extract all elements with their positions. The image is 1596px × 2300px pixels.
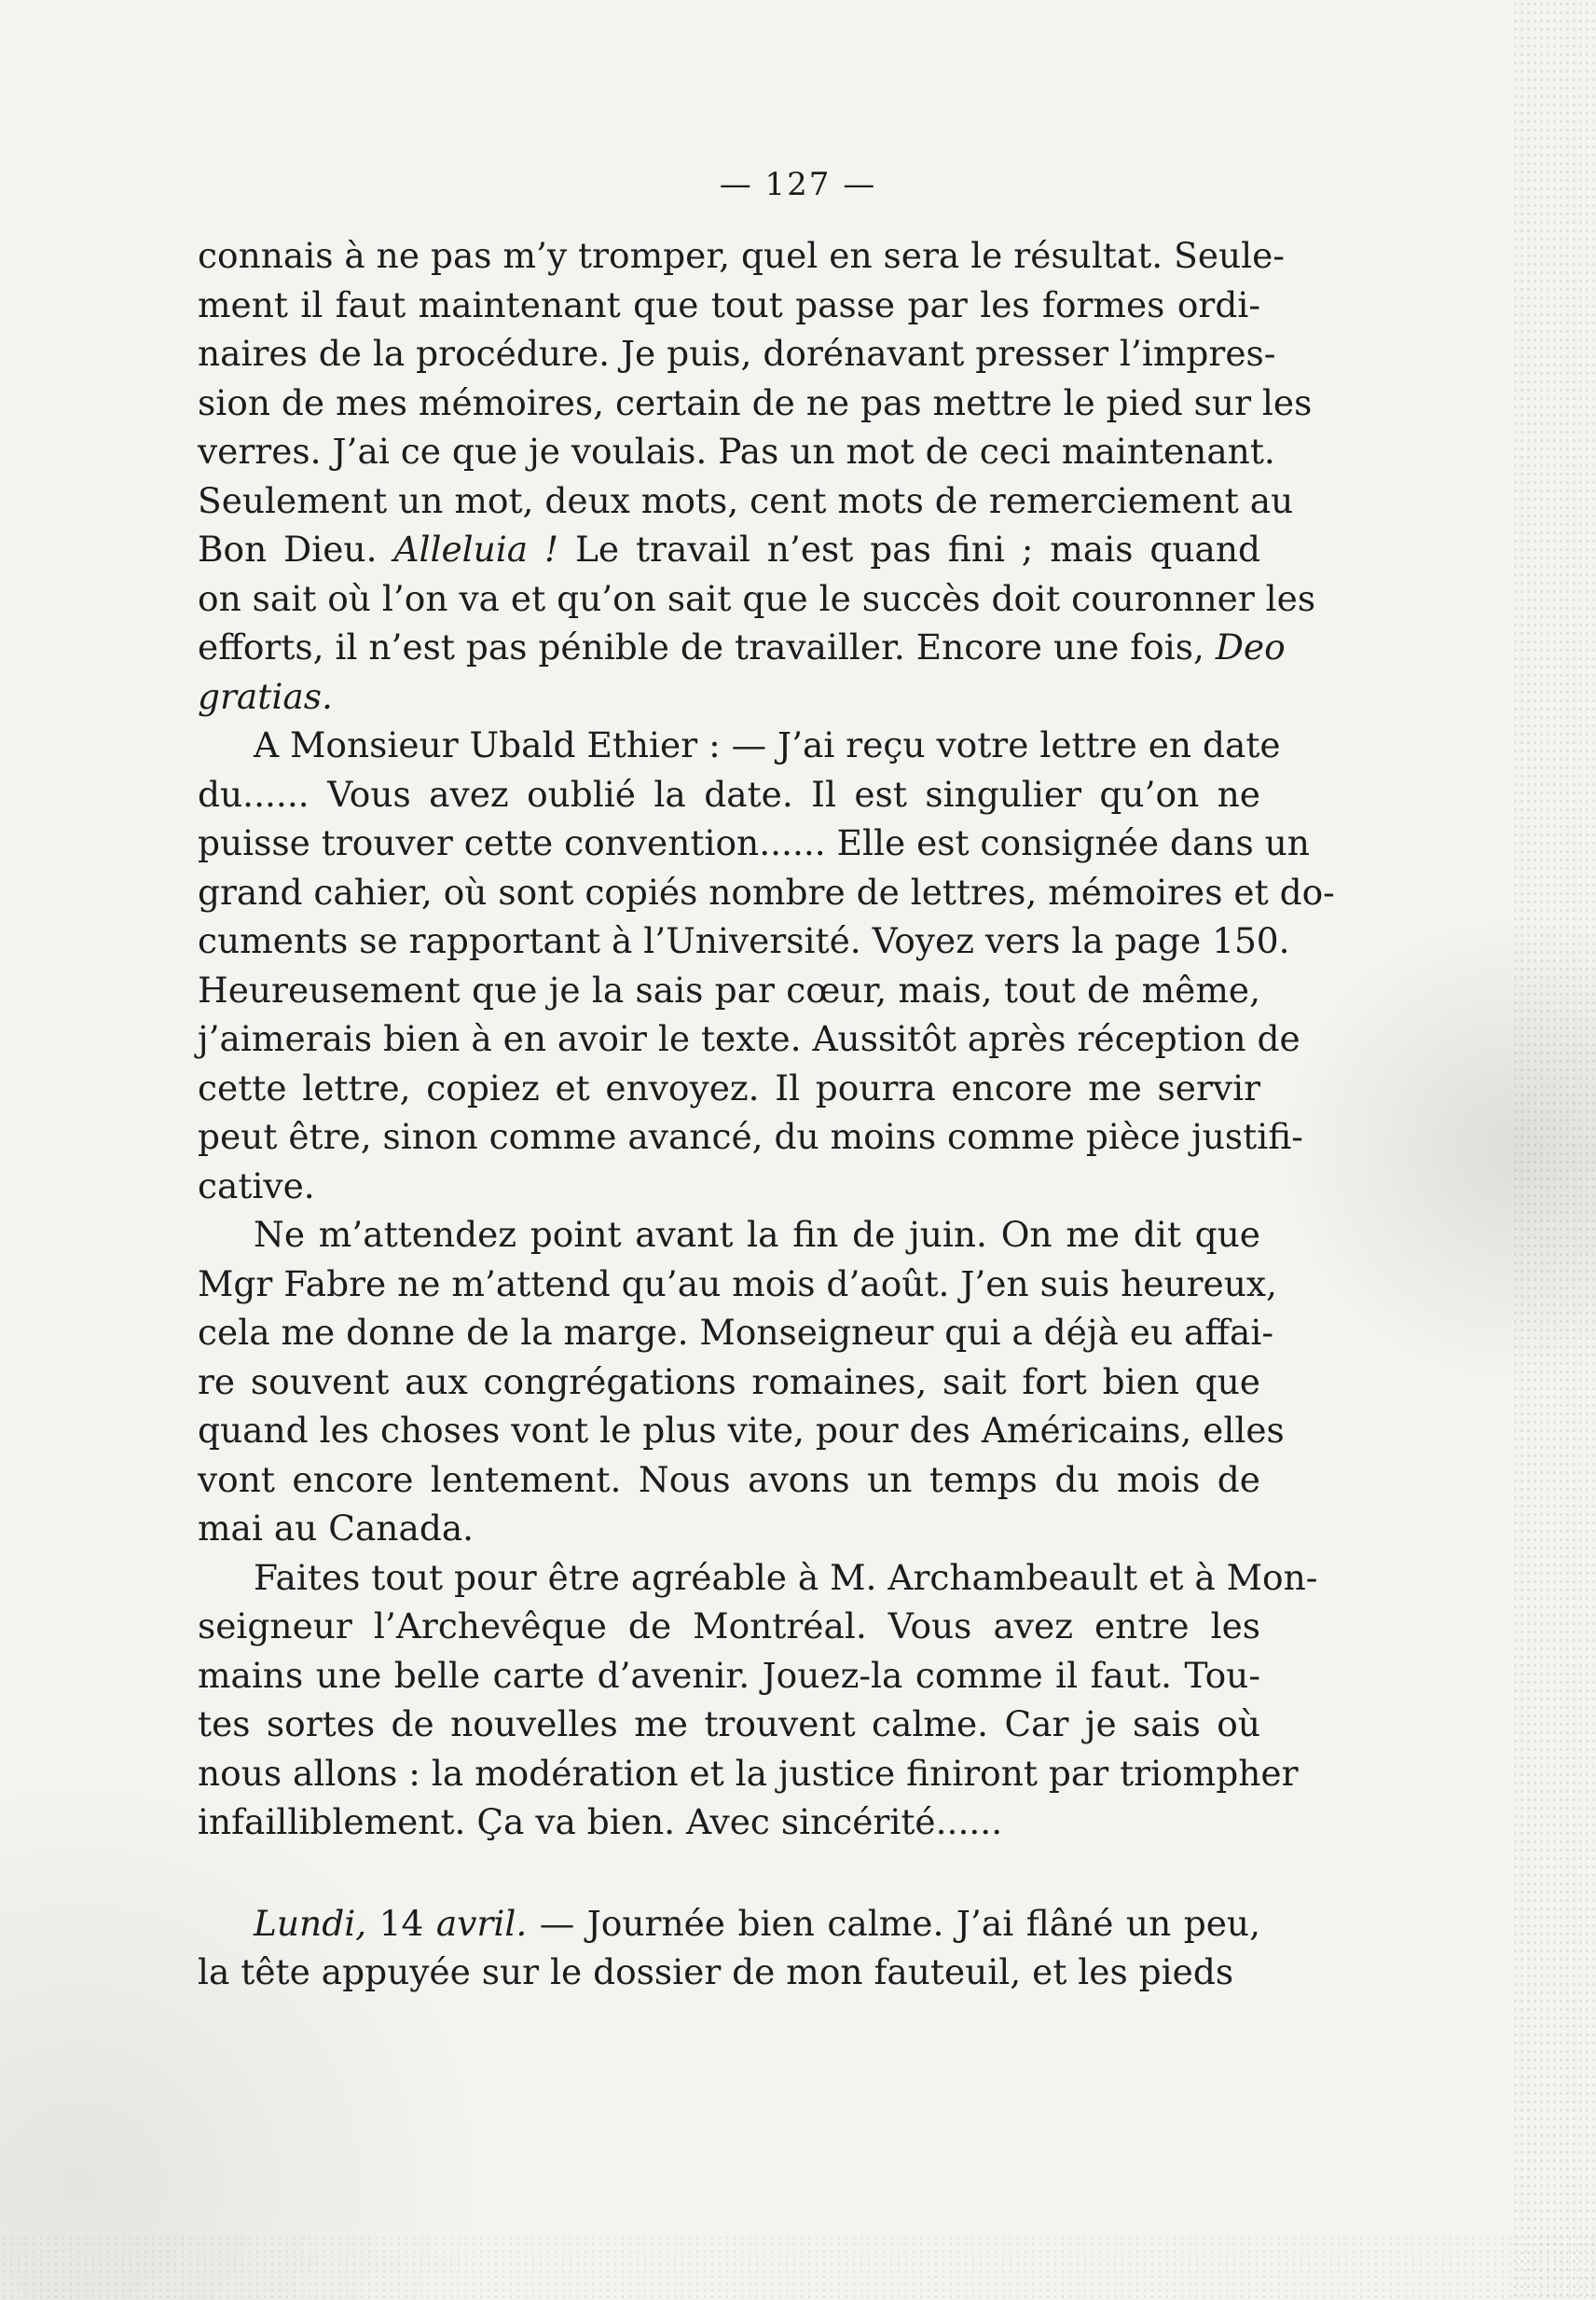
italic-text: Deo bbox=[1215, 627, 1286, 668]
text-line: A Monsieur Ubald Ethier : — J’ai reçu votre lettre en date bbox=[254, 724, 1281, 765]
page-number: — 127 — bbox=[719, 166, 877, 203]
text-line: grand cahier, où sont copiés nombre de lettres, mémoires et do- bbox=[198, 871, 1335, 913]
text-line: Bon Dieu. Alleluia ! Le travail n’est pas fini ; mais quand bbox=[198, 529, 1260, 570]
body-text bbox=[198, 231, 1335, 1997]
text-line: du...... Vous avez oublié la date. Il est singulier qu’on ne bbox=[198, 773, 1260, 815]
text-line: on sait où l’on va et qu’on sait que le succès doit couronner les bbox=[198, 577, 1316, 619]
text-line: verres. J’ai ce que je voulais. Pas un mot de ceci maintenant. bbox=[198, 431, 1275, 472]
text-line: sion de mes mémoires, certain de ne pas mettre le pied sur les bbox=[198, 381, 1313, 423]
text-line: efforts, il n’est pas pénible de travailler. Encore une fois, Deo bbox=[198, 627, 1286, 668]
text-line: connais à ne pas m’y tromper, quel en sera le résultat. Seule- bbox=[198, 235, 1286, 276]
text-line: cuments se rapportant à l’Université. Voyez vers la page 150. bbox=[198, 920, 1290, 961]
paragraph bbox=[198, 1210, 1285, 1553]
text-line: vont encore lentement. Nous avons un temps du mois de bbox=[198, 1458, 1260, 1500]
text-line: mai au Canada. bbox=[198, 1508, 475, 1549]
text-line: mains une belle carte d’avenir. Jouez-la comme il faut. Tou- bbox=[198, 1654, 1260, 1696]
text-line: naires de la procédure. Je puis, dorénavant presser l’impres- bbox=[198, 333, 1276, 374]
page-bottom-speckle bbox=[0, 2235, 1596, 2300]
text-line: seigneur l’Archevêque de Montréal. Vous avez entre les bbox=[198, 1605, 1260, 1646]
text-line: re souvent aux congrégations romaines, sait fort bien que bbox=[198, 1360, 1260, 1402]
text-line: quand les choses vont le plus vite, pour des Américains, elles bbox=[198, 1410, 1285, 1451]
text-line: Heureusement que je la sais par cœur, mais, tout de même, bbox=[198, 969, 1260, 1011]
text-line: Ne m’attendez point avant la fin de juin. On me dit que bbox=[254, 1214, 1260, 1255]
italic-text: gratias. bbox=[198, 675, 333, 717]
text-line: puisse trouver cette convention...... Elle est consignée dans un bbox=[198, 822, 1310, 863]
text-line: Faites tout pour être agréable à M. Archambeault et à Mon- bbox=[254, 1556, 1318, 1598]
text-line: Mgr Fabre ne m’attend qu’au mois d’août. J’en suis heureux, bbox=[198, 1262, 1277, 1304]
text-line: nous allons : la modération et la justice finiront par triompher bbox=[198, 1752, 1299, 1794]
text-line: infailliblement. Ça va bien. Avec sincérité...... bbox=[198, 1801, 1003, 1842]
paragraph bbox=[198, 1899, 1260, 1997]
paragraph bbox=[198, 1553, 1318, 1847]
italic-text: Lundi, bbox=[254, 1902, 367, 1944]
text-line: cette lettre, copiez et envoyez. Il pourra encore me servir bbox=[198, 1067, 1260, 1109]
italic-text: avril. bbox=[435, 1902, 528, 1944]
text-line: la tête appuyée sur le dossier de mon fauteuil, et les pieds bbox=[198, 1951, 1234, 1992]
text-line bbox=[198, 672, 1260, 722]
text-line: Lundi, 14 avril. — Journée bien calme. J’ai flâné un peu, bbox=[254, 1902, 1260, 1944]
paragraph bbox=[198, 721, 1335, 1210]
text-line: ment il faut maintenant que tout passe par les formes ordi- bbox=[198, 283, 1260, 325]
italic-text: Alleluia ! bbox=[393, 529, 559, 570]
text-line: cative. bbox=[198, 1164, 315, 1206]
paragraph bbox=[198, 231, 1316, 721]
page-edge-speckle bbox=[1512, 0, 1596, 2300]
text-line: Seulement un mot, deux mots, cent mots de remerciement au bbox=[198, 479, 1294, 521]
text-line: peut être, sinon comme avancé, du moins comme pièce justifi- bbox=[198, 1116, 1303, 1157]
text-line: cela me donne de la marge. Monseigneur qui a déjà eu affai- bbox=[198, 1312, 1274, 1353]
text-line: tes sortes de nouvelles me trouvent calme. Car je sais où bbox=[198, 1703, 1260, 1744]
text-line: j’aimerais bien à en avoir le texte. Aussitôt après réception de bbox=[198, 1018, 1300, 1059]
